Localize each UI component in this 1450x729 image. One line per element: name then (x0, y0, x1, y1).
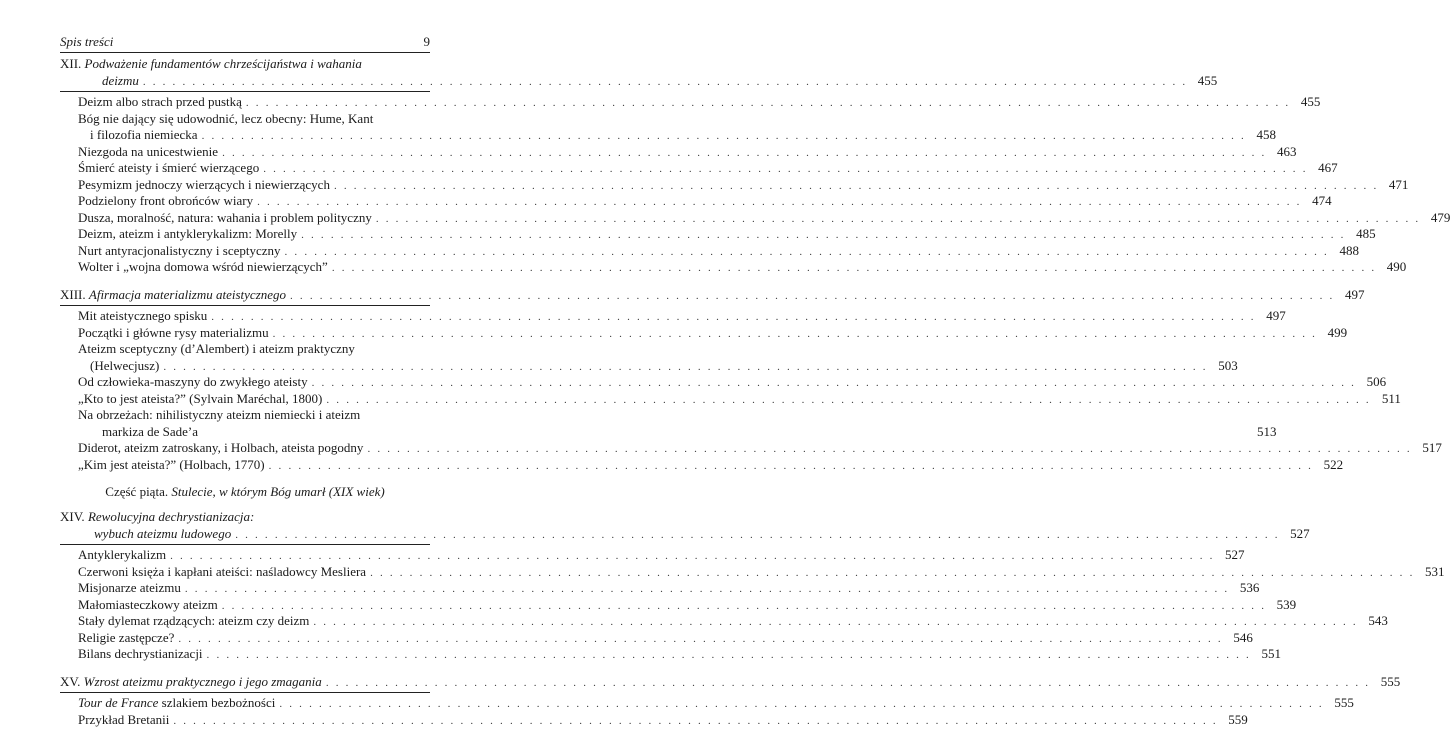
section-title: Deizm albo strach przed pustką (78, 94, 242, 111)
toc-entry[interactable] (60, 630, 430, 647)
page-ref: 546 (1227, 630, 1253, 647)
toc-entry[interactable] (60, 424, 430, 441)
section-title: Mit ateistycznego spisku (78, 308, 207, 325)
dot-leader (203, 647, 1255, 664)
chapter-xiv (60, 509, 430, 663)
dot-leader (159, 359, 1211, 376)
toc-entry[interactable] (60, 674, 430, 691)
toc-entry[interactable] (60, 597, 430, 614)
dot-leader (231, 527, 1283, 544)
page-ref: 455 (1191, 73, 1217, 90)
toc-entry[interactable] (60, 287, 430, 304)
dot-leader (328, 260, 1380, 277)
page-ref: 513 (1250, 424, 1276, 441)
section-title-rest: szlakiem bezbożności (158, 695, 275, 710)
chapter-numeral: XII. (60, 56, 81, 71)
toc-entry[interactable] (60, 177, 430, 194)
dot-leader (169, 713, 1221, 729)
page-ref: 531 (1419, 564, 1445, 581)
chapter-title: Podważenie fundamentów chrześcijaństwa i wahania (85, 56, 362, 71)
toc-entry[interactable] (60, 94, 430, 111)
toc-entry[interactable] (60, 712, 430, 729)
page-ref: 543 (1362, 613, 1388, 630)
part-heading (60, 483, 430, 501)
section-title: Bilans dechrystianizacji (78, 646, 203, 663)
toc-entry[interactable] (60, 457, 430, 474)
toc-entry[interactable] (60, 526, 430, 543)
toc-entry[interactable] (60, 127, 430, 144)
chapter-numeral: XV. (60, 674, 80, 689)
dot-leader (253, 194, 1305, 211)
dot-leader (366, 565, 1418, 582)
chapter-title: Afirmacja materializmu ateistycznego (89, 287, 286, 302)
section-title-cont: markiza de Sade’a (102, 424, 198, 441)
toc-entry[interactable] (60, 564, 430, 581)
toc-entry[interactable] (60, 613, 430, 630)
page-ref: 555 (1374, 674, 1400, 691)
page-ref: 497 (1260, 308, 1286, 325)
section-title: Deizm, ateizm i antyklerykalizm: Morelly (78, 226, 297, 243)
toc-entry[interactable] (60, 193, 430, 210)
dot-leader (265, 458, 1317, 475)
dot-leader (330, 178, 1382, 195)
section-title: Ateizm sceptyczny (d’Alembert) i ateizm praktyczny (78, 341, 355, 356)
divider (60, 692, 430, 693)
section-title-italic: Tour de France (78, 695, 158, 710)
toc-entry[interactable] (60, 308, 430, 325)
dot-leader (198, 128, 1250, 145)
dot-leader (174, 631, 1226, 648)
dot-leader (286, 288, 1338, 305)
section-title-cont: (Helwecjusz) (90, 358, 159, 375)
chapter-heading (60, 674, 322, 691)
page-ref: 499 (1321, 325, 1347, 342)
section-title: „Kim jest ateista?” (Holbach, 1770) (78, 457, 265, 474)
section-title: Antyklerykalizm (78, 547, 166, 564)
section-title: Stały dylemat rządzących: ateizm czy deizm (78, 613, 309, 630)
chapter-heading (60, 287, 286, 304)
dot-leader (322, 392, 1374, 409)
toc-entry[interactable] (60, 144, 430, 161)
chapter-title-line (60, 509, 430, 526)
section-title: Dusza, moralność, natura: wahania i problem polityczny (78, 210, 372, 227)
section-title-line (60, 407, 430, 424)
toc-entry[interactable] (60, 210, 430, 227)
section-title: Niezgoda na unicestwienie (78, 144, 218, 161)
section-title (78, 695, 275, 712)
toc-entry[interactable] (60, 391, 430, 408)
running-title: Spis treści (60, 34, 113, 50)
section-title: Na obrzeżach: nihilistyczny ateizm niemiecki i ateizm (78, 407, 360, 422)
page-ref: 527 (1284, 526, 1310, 543)
section-title-line (60, 341, 430, 358)
page-ref: 463 (1271, 144, 1297, 161)
chapter-numeral: XIII. (60, 287, 86, 302)
page-ref: 506 (1360, 374, 1386, 391)
dot-leader (281, 244, 1333, 261)
page-number: 9 (424, 34, 431, 50)
section-title: Wolter i „wojna domowa wśród niewierzących” (78, 259, 328, 276)
page-ref: 490 (1380, 259, 1406, 276)
toc-entry[interactable] (60, 243, 430, 260)
dot-leader (269, 326, 1321, 343)
section-title: Nurt antyracjonalistyczny i sceptyczny (78, 243, 281, 260)
dot-leader (139, 74, 1191, 91)
dot-leader (207, 309, 1259, 326)
page-ref: 536 (1233, 580, 1259, 597)
chapter-numeral: XIV. (60, 509, 85, 524)
page-ref: 497 (1338, 287, 1364, 304)
page-ref: 511 (1375, 391, 1401, 408)
table-of-contents (60, 56, 430, 728)
toc-entry[interactable] (60, 226, 430, 243)
divider (60, 544, 430, 545)
section-title-line (60, 111, 430, 128)
page-ref: 539 (1270, 597, 1296, 614)
section-title: Bóg nie dający się udowodnić, lecz obecny: Hume, Kant (78, 111, 373, 126)
page-ref: 527 (1219, 547, 1245, 564)
page-ref: 551 (1255, 646, 1281, 663)
dot-leader (372, 211, 1424, 228)
dot-leader (218, 145, 1270, 162)
part-title: Stulecie, w którym Bóg umarł (XIX wiek) (171, 484, 384, 499)
dot-leader (322, 675, 1374, 692)
toc-entry[interactable] (60, 440, 430, 457)
page-ref: 471 (1382, 177, 1408, 194)
dot-leader (259, 161, 1311, 178)
chapter-xv (60, 674, 430, 729)
toc-entry[interactable] (60, 73, 430, 90)
section-title: Religie zastępcze? (78, 630, 174, 647)
section-title: Od człowieka-maszyny do zwykłego ateisty (78, 374, 308, 391)
chapter-xiii (60, 287, 430, 474)
toc-entry[interactable] (60, 547, 430, 564)
section-title: Czerwoni księża i kapłani ateiści: naśladowcy Mesliera (78, 564, 366, 581)
chapter-title-cont: deizmu (102, 73, 139, 90)
page-ref: 455 (1294, 94, 1320, 111)
dot-leader (363, 441, 1415, 458)
running-header (60, 34, 430, 53)
part-label: Część piąta. (105, 484, 168, 499)
divider (60, 91, 430, 92)
section-title: Diderot, ateizm zatroskany, i Holbach, ateista pogodny (78, 440, 363, 457)
toc-entry[interactable] (60, 259, 430, 276)
divider (60, 305, 430, 306)
toc-entry[interactable] (60, 580, 430, 597)
page-ref: 488 (1333, 243, 1359, 260)
dot-leader (218, 598, 1270, 615)
toc-entry[interactable] (60, 646, 430, 663)
page-ref: 559 (1222, 712, 1248, 729)
page-ref: 474 (1306, 193, 1332, 210)
section-title: Małomiasteczkowy ateizm (78, 597, 218, 614)
section-title-cont: i filozofia niemiecka (90, 127, 198, 144)
toc-entry[interactable] (60, 374, 430, 391)
page-ref: 522 (1317, 457, 1343, 474)
chapter-title: Wzrost ateizmu praktycznego i jego zmagania (84, 674, 322, 689)
page-ref: 458 (1250, 127, 1276, 144)
toc-entry[interactable] (60, 695, 430, 712)
page-ref: 467 (1312, 160, 1338, 177)
section-title: Pesymizm jednoczy wierzących i niewierzących (78, 177, 330, 194)
toc-entry[interactable] (60, 160, 430, 177)
page-ref: 555 (1328, 695, 1354, 712)
page-ref: 485 (1350, 226, 1376, 243)
dot-leader (309, 614, 1361, 631)
section-title: Śmierć ateisty i śmierć wierzącego (78, 160, 259, 177)
toc-entry[interactable] (60, 358, 430, 375)
dot-leader (181, 581, 1233, 598)
dot-leader (297, 227, 1349, 244)
chapter-title: Rewolucyjna dechrystianizacja: (88, 509, 254, 524)
section-title: Przykład Bretanii (78, 712, 169, 729)
dot-leader (242, 95, 1294, 112)
dot-leader (275, 696, 1327, 713)
page-ref: 517 (1416, 440, 1442, 457)
section-title: Misjonarze ateizmu (78, 580, 181, 597)
chapter-title-line (60, 56, 430, 73)
chapter-xii (60, 56, 430, 276)
spacer (60, 276, 430, 287)
spacer (60, 663, 430, 674)
section-title: Początki i główne rysy materializmu (78, 325, 269, 342)
chapter-title-cont: wybuch ateizmu ludowego (94, 526, 231, 543)
page-ref: 503 (1212, 358, 1238, 375)
toc-entry[interactable] (60, 325, 430, 342)
page-ref: 479 (1424, 210, 1450, 227)
dot-leader (308, 375, 1360, 392)
section-title: „Kto to jest ateista?” (Sylvain Maréchal, 1800) (78, 391, 322, 408)
dot-leader (166, 548, 1218, 565)
section-title: Podzielony front obrońców wiary (78, 193, 253, 210)
